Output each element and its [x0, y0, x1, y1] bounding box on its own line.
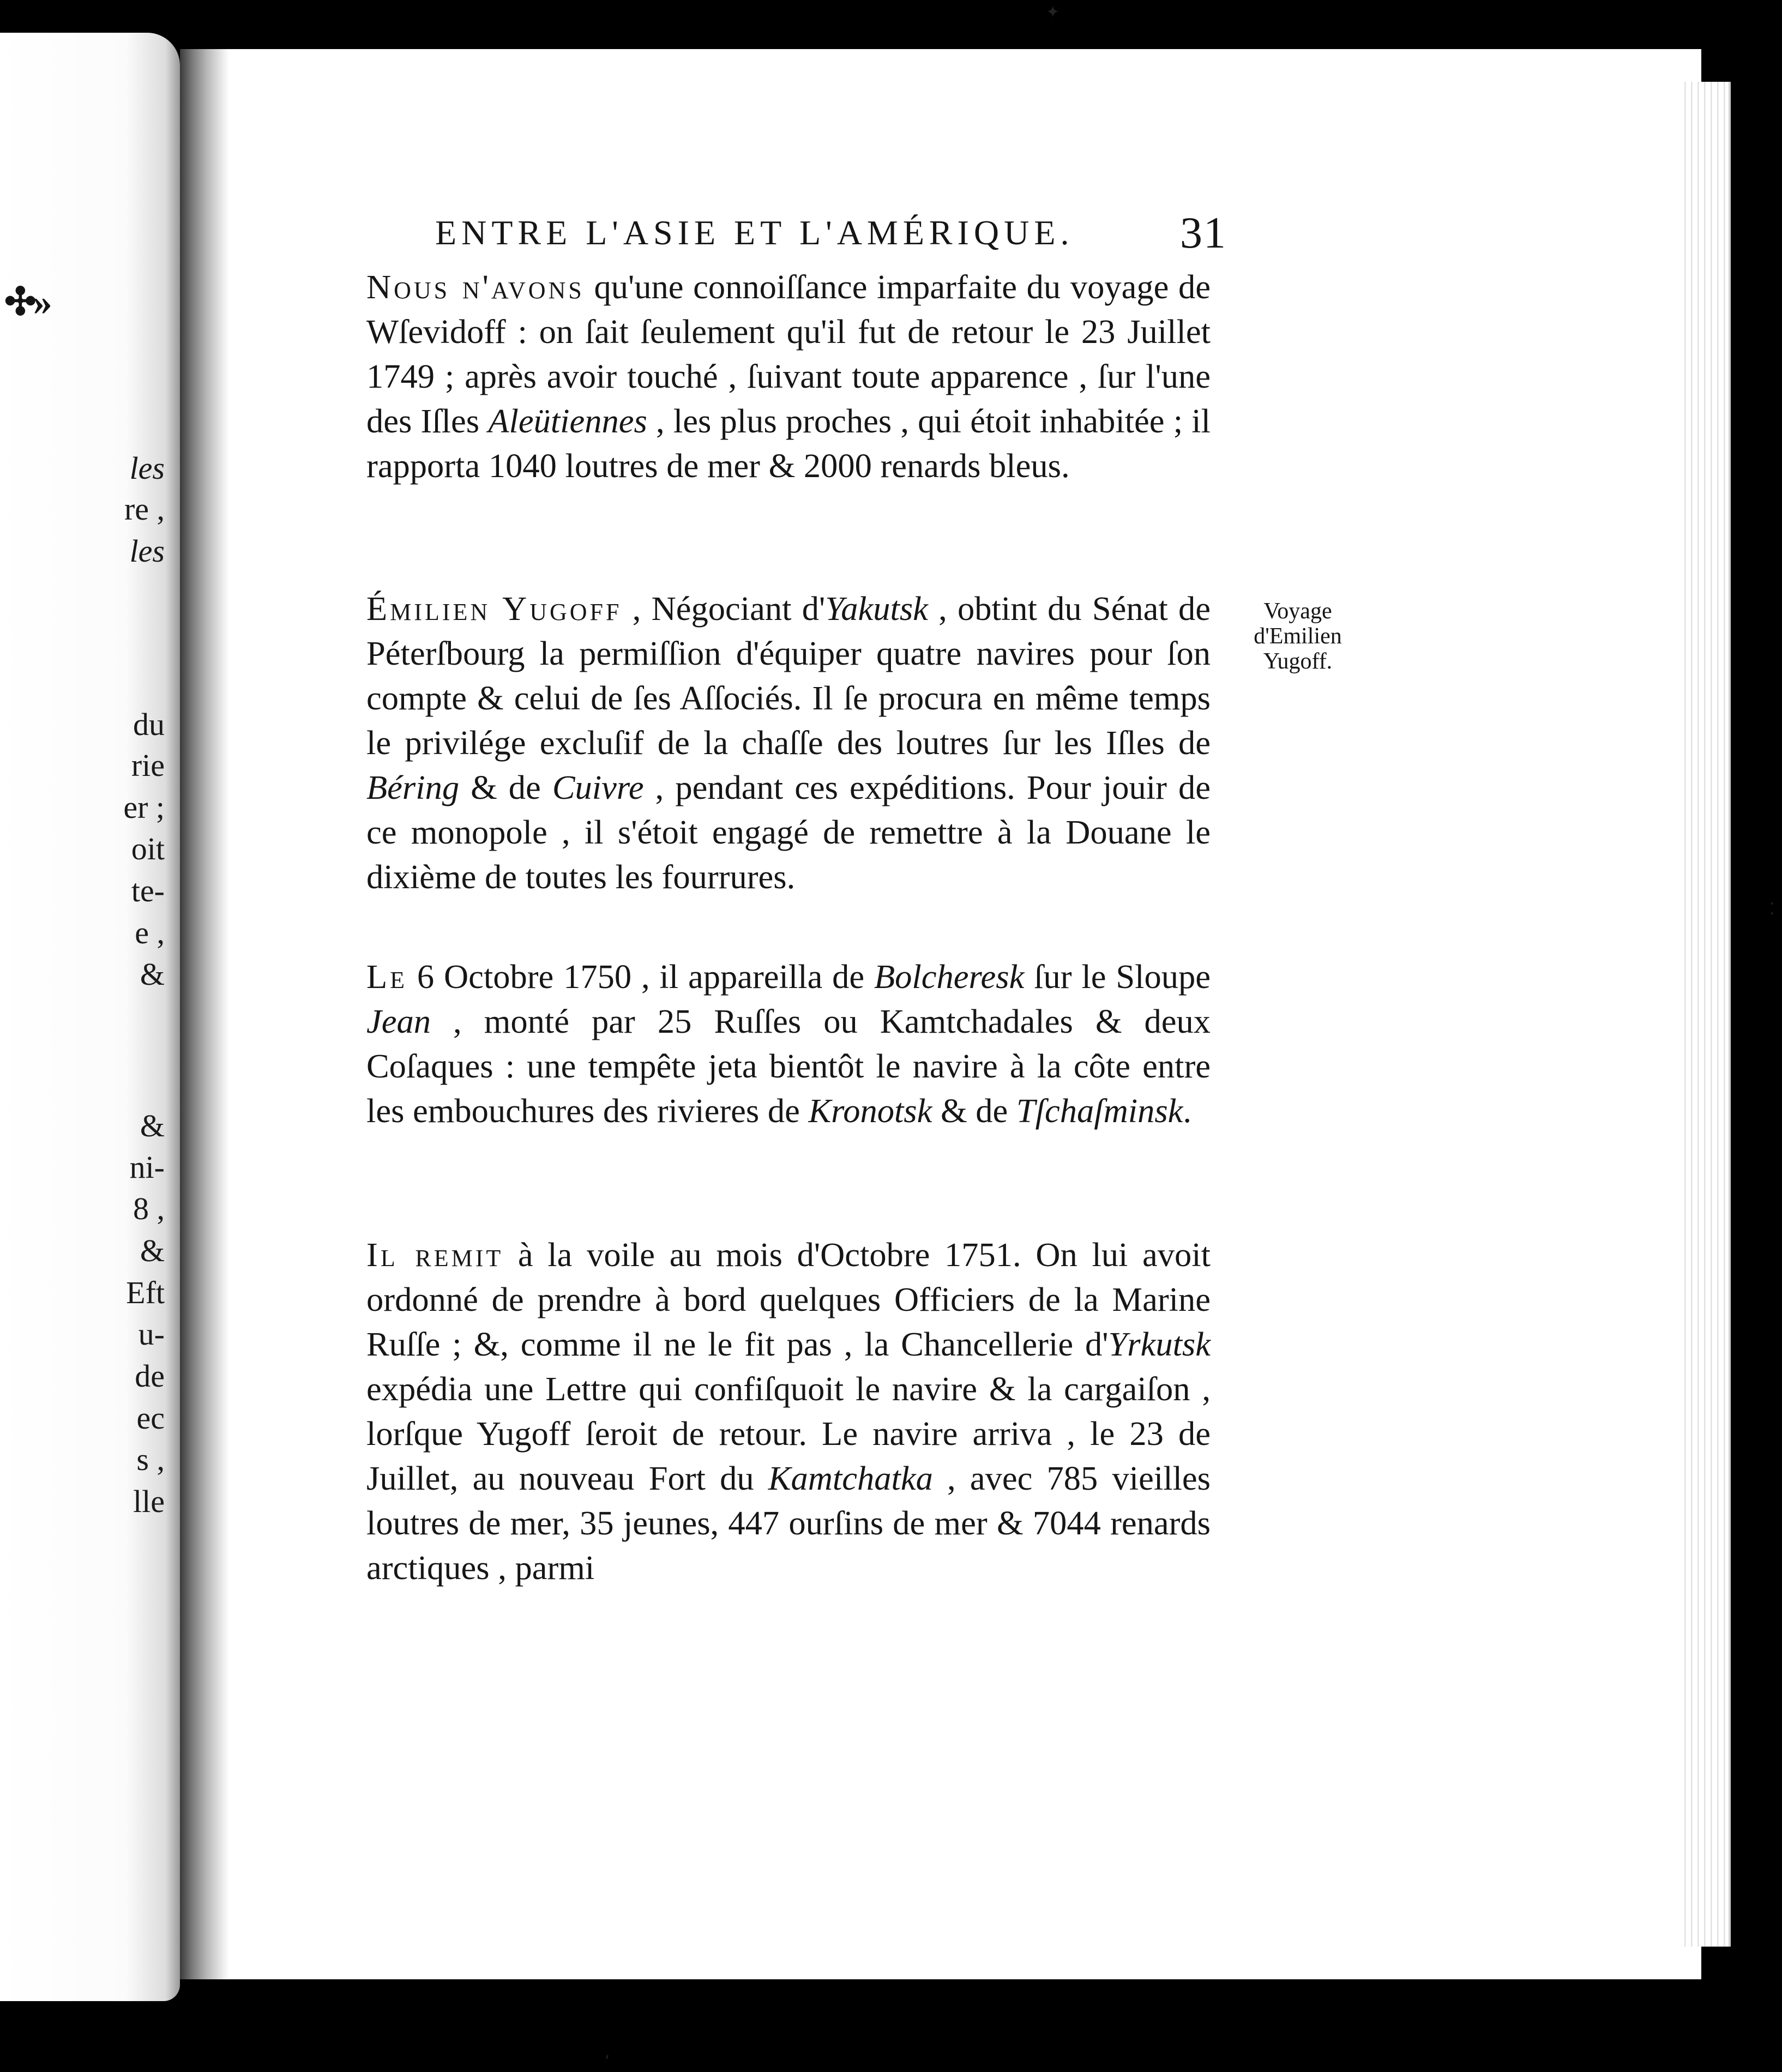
margin-note-line: Voyage [1263, 599, 1332, 624]
text-run: expédia une Lettre qui confiſquoit le navire & la cargaiſon , lorſque Yugoff ſeroit de retour. Le navire arriva , le 23 de Juillet, au nouveau Fort du [366, 1370, 1211, 1497]
left-page-fragment: 8 , [133, 1191, 165, 1226]
italic-run: Jean [366, 1002, 431, 1040]
book-gutter [180, 49, 229, 1979]
text-run: & de [459, 768, 552, 806]
paragraph-3 [366, 954, 1211, 1133]
text-run: 6 Octobre 1750 , il appareilla de [407, 957, 874, 996]
left-page-fragment: re , [124, 491, 165, 527]
text-run: à la voile au mois d'Octobre 1751. On lui avoit ordonné de prendre à bord quelques Officiers de la Marine Ruſſe ; &, comme il ne le fit pas , la Chancellerie d' [366, 1236, 1211, 1363]
left-page-fragment: & [140, 956, 165, 992]
paragraph-2 [366, 586, 1211, 899]
text-run: , avec 785 vieilles loutres de mer, 35 jeunes, 447 ourſins de mer & 7044 renards arctiques , parmi [366, 1459, 1211, 1587]
text-run: & de [932, 1092, 1016, 1130]
text-run: qu'une connoiſſance imparfaite du voyage de Wſevidoff : on ſait ſeulement qu'il fut de retour le 23 Juillet 1749 ; après avoir touché , ſuivant toute apparence , ſur l'une des Iſles [366, 268, 1211, 440]
left-page-fragment: u- [138, 1316, 165, 1352]
left-page-fragment: les [129, 450, 165, 486]
left-page-fragment: & [140, 1233, 165, 1268]
left-page-fragment: rie [131, 748, 165, 783]
italic-run: Kronotsk [808, 1092, 932, 1130]
left-facing-page [0, 33, 180, 2001]
italic-run: Kamtchatka [768, 1459, 933, 1497]
left-page-fragment: oit [131, 831, 165, 866]
text-run: ſur le Sloupe [1024, 957, 1211, 996]
paragraph-lead: Le [366, 957, 408, 996]
page-edges [1679, 82, 1731, 1947]
italic-run: Aleütiennes [488, 402, 647, 440]
paragraph-1 [366, 264, 1211, 488]
left-page-fragment: ec [136, 1400, 165, 1436]
margin-note-line: Yugoff. [1263, 649, 1333, 674]
scan-speck: ⸴ [605, 2045, 610, 2063]
italic-run: Yrkutsk [1108, 1325, 1211, 1363]
scan-speck: ⁚ [1769, 900, 1775, 918]
italic-run: Yakutsk [825, 589, 928, 628]
paragraph-4 [366, 1232, 1211, 1590]
text-run: , pendant ces expéditions. Pour jouir de ce monopole , il s'étoit engagé de remettre à la Douane le dixième de toutes les fourrures. [366, 768, 1211, 896]
italic-run: Bolcheresk [874, 957, 1025, 996]
left-page-fragment: te- [131, 873, 165, 908]
paragraph-lead: Il remit [366, 1236, 504, 1274]
text-run: . [1183, 1092, 1192, 1130]
running-title: ENTRE L'ASIE ET L'AMÉRIQUE. [435, 213, 1074, 252]
text-run: , monté par 25 Ruſſes ou Kamtchadales & deux Coſaques : une tempête jeta bientôt le navire à la côte entre les embouchures des rivieres de [366, 1002, 1211, 1130]
text-run: , obtint du Sénat de Péterſbourg la permiſſion d'équiper quatre navires pour ſon compte & celui de ſes Aſſociés. Il ſe procura en même temps le privilége excluſif de la chaſſe des loutres ſur les Iſles de [366, 589, 1211, 762]
left-page-fragment: e , [135, 915, 165, 950]
italic-run: Béring [366, 768, 460, 806]
text-run: , Négociant d' [622, 589, 826, 628]
left-page-fragment: lle [133, 1484, 165, 1519]
left-page-fragment: ni- [129, 1149, 165, 1185]
left-page-fragment: er ; [123, 790, 165, 825]
left-page-fragment: & [140, 1108, 165, 1143]
left-page-fragment: du [133, 707, 165, 742]
margin-note-line: d'Emilien [1254, 624, 1342, 649]
left-page-fragment: les [129, 533, 165, 569]
ornament: ✣» [4, 281, 49, 323]
page-number: 31 [1180, 208, 1227, 257]
left-page-fragment: Eft [126, 1275, 165, 1310]
paragraph-lead: Nous n'avons [366, 268, 585, 306]
paragraph-lead: Émilien Yugoff [366, 589, 622, 628]
scan-speck: ✦ [1046, 3, 1060, 21]
italic-run: Tſchaſminsk [1016, 1092, 1183, 1130]
text-run: , les plus proches , qui étoit inhabitée ; il rapporta 1040 loutres de mer & 2000 renards bleus. [366, 402, 1211, 485]
left-page-fragment: de [135, 1358, 165, 1394]
running-head [435, 208, 1227, 257]
margin-note [1227, 599, 1369, 674]
left-page-fragment: s , [136, 1442, 165, 1477]
italic-run: Cuivre [552, 768, 644, 806]
